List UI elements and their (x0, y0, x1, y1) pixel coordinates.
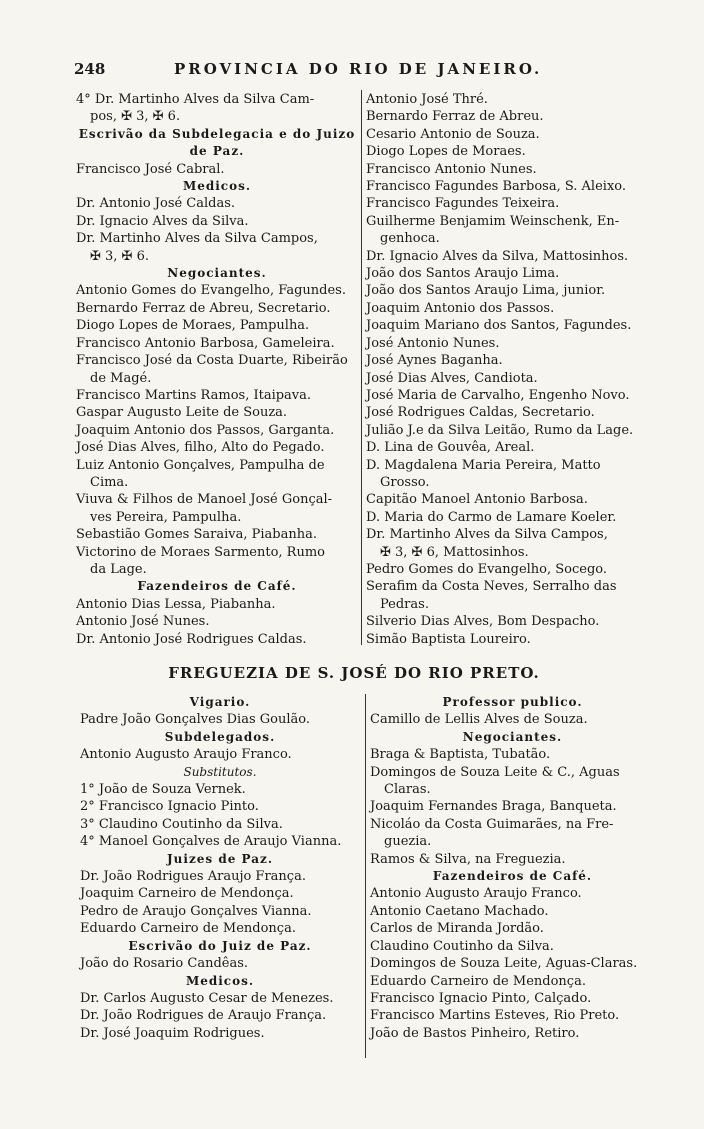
bottom-left-column (80, 694, 360, 1042)
entry-line: D. Lina de Gouvêa, Areal. (366, 440, 535, 456)
section-heading: Professor publico. (442, 695, 583, 709)
entry-line: Francisco Martins Ramos, Itaipava. (76, 387, 312, 403)
entry-continuation: Grosso. (380, 474, 430, 490)
entry-continuation: guezia. (384, 834, 432, 850)
entry-line: Francisco Ignacio Pinto, Calçado. (370, 990, 592, 1006)
entry-line: Capitão Manoel Antonio Barbosa. (366, 492, 588, 508)
entry-continuation: pos, ✠ 3, ✠ 6. (90, 109, 181, 125)
entry-line: Francisco Fagundes Teixeira. (366, 196, 560, 212)
entry-line: Pedro de Araujo Gonçalves Vianna. (80, 903, 312, 919)
entry-line: Joaquim Antonio dos Passos, Garganta. (76, 422, 335, 438)
entry-line: Dr. Ignacio Alves da Silva, Mattosinhos. (366, 248, 629, 264)
entry-line: D. Magdalena Maria Pereira, Matto (366, 457, 601, 473)
entry-line: Padre João Gonçalves Dias Goulão. (80, 712, 310, 728)
entry-line: Ramos & Silva, na Freguezia. (370, 851, 566, 867)
entry-line: Dr. João Rodrigues Araujo França. (80, 869, 306, 885)
entry-line: Bernardo Ferraz de Abreu, Secretario. (76, 300, 331, 316)
entry-line: Simão Baptista Loureiro. (366, 631, 531, 647)
entry-line: Guilherme Benjamim Weinschenk, En- (366, 213, 620, 229)
section-heading: Escrivão da Subdelegacia e do Juizo (78, 126, 356, 141)
entry-line: Cesario Antonio de Souza. (366, 126, 540, 142)
entry-line: Carlos de Miranda Jordão. (370, 921, 544, 937)
section-heading: de Paz. (189, 144, 245, 159)
entry-continuation: Cima. (90, 474, 129, 490)
entry-line: Antonio José Thré. (366, 92, 488, 107)
entry-continuation: ✠ 3, ✠ 6. (90, 248, 149, 264)
entry-line: Luiz Antonio Gonçalves, Pampulha de (76, 457, 325, 473)
entry-line: João dos Santos Araujo Lima, junior. (366, 283, 606, 299)
section-heading: Medicos. (185, 973, 255, 988)
entry-line: Dr. Carlos Augusto Cesar de Menezes. (80, 990, 334, 1006)
entry-line: Antonio Augusto Araujo Franco. (80, 747, 292, 763)
entry-line: Francisco Antonio Barbosa, Gameleira. (76, 335, 335, 351)
entry-line: Camillo de Lellis Alves de Souza. (370, 712, 588, 728)
entry-line: José Aynes Baganha. (366, 353, 503, 369)
entry-line: Dr. Antonio José Caldas. (76, 196, 236, 212)
page-header (74, 60, 634, 84)
entry-line: 1° João de Souza Vernek. (80, 782, 246, 798)
entry-line: Eduardo Carneiro de Mendonça. (370, 973, 586, 989)
entry-line: Braga & Baptista, Tubatão. (370, 747, 551, 763)
entry-continuation: da Lage. (90, 561, 147, 577)
entry-line: Antonio José Nunes. (76, 614, 210, 630)
entry-line: Silverio Dias Alves, Bom Despacho. (366, 614, 600, 630)
entry-line: Francisco Martins Esteves, Rio Preto. (370, 1008, 620, 1024)
entry-line: Domingos de Souza Leite & C., Aguas (370, 764, 620, 780)
entry-line: Joaquim Fernandes Braga, Banqueta. (370, 799, 617, 815)
entry-line: José Dias Alves, Candiota. (366, 370, 538, 386)
section-title: FREGUEZIA DE S. JOSÉ DO RIO PRETO. (168, 664, 540, 682)
entry-line: 3° Claudino Coutinho da Silva. (80, 816, 283, 832)
top-column-rule (361, 90, 362, 645)
entry-line: Antonio Dias Lessa, Piabanha. (76, 596, 276, 612)
section-heading: Escrivão do Juiz de Paz. (128, 938, 312, 953)
entry-line: Antonio Caetano Machado. (370, 903, 549, 919)
section-heading: Subdelegados. (164, 729, 276, 744)
entry-continuation: de Magé. (90, 370, 152, 386)
entry-continuation: Claras. (384, 782, 431, 798)
entry-line: Francisco Antonio Nunes. (366, 161, 537, 177)
entry-line: Viuva & Filhos de Manoel José Gonçal- (76, 492, 333, 508)
entry-line: Victorino de Moraes Sarmento, Rumo (76, 544, 325, 560)
entry-line: Gaspar Augusto Leite de Souza. (76, 405, 288, 421)
section-heading: Negociantes. (167, 266, 267, 281)
entry-line: Serafim da Costa Neves, Serralho das (366, 579, 617, 595)
section-heading: Medicos. (182, 179, 252, 194)
running-title: PROVINCIA DO RIO DE JANEIRO. (174, 60, 543, 78)
entry-line: Diogo Lopes de Moraes, Pampulha. (76, 318, 310, 334)
entry-line: Francisco José Cabral. (76, 161, 225, 177)
entry-line: Dr. José Joaquim Rodrigues. (80, 1025, 265, 1041)
entry-line: Francisco José da Costa Duarte, Ribeirão (76, 353, 348, 369)
entry-line: Antonio Gomes do Evangelho, Fagundes. (76, 283, 346, 299)
entry-line: João de Bastos Pinheiro, Retiro. (370, 1025, 580, 1041)
entry-line: Diogo Lopes de Moraes. (366, 144, 526, 160)
bottom-right-column (370, 694, 655, 1042)
entry-continuation: ✠ 3, ✠ 6, Mattosinhos. (380, 544, 529, 560)
entry-line: 2° Francisco Ignacio Pinto. (80, 799, 259, 815)
entry-line: José Antonio Nunes. (366, 335, 500, 351)
entry-line: Joaquim Antonio dos Passos. (366, 300, 555, 316)
section-heading: Fazendeiros de Café. (137, 579, 297, 594)
entry-continuation: ves Pereira, Pampulha. (90, 509, 242, 525)
entry-line: Pedro Gomes do Evangelho, Socego. (366, 561, 608, 577)
entry-line: Sebastião Gomes Saraiva, Piabanha. (76, 527, 317, 543)
section-heading: Fazendeiros de Café. (432, 869, 593, 884)
section-subheading: Substitutos. (183, 764, 257, 779)
entry-line: Dr. Martinho Alves da Silva Campos, (366, 527, 608, 543)
entry-line: D. Maria do Carmo de Lamare Koeler. (366, 509, 617, 525)
entry-line: 4° Dr. Martinho Alves da Silva Cam- (76, 92, 315, 107)
page-number: 248 (74, 60, 106, 78)
entry-line: João dos Santos Araujo Lima. (366, 266, 560, 282)
entry-line: Domingos de Souza Leite, Aguas-Claras. (370, 956, 638, 972)
entry-line: Joaquim Carneiro de Mendonça. (80, 886, 294, 902)
entry-continuation: Pedras. (380, 596, 429, 612)
entry-line: Dr. Antonio José Rodrigues Caldas. (76, 631, 307, 647)
entry-line: João do Rosario Candêas. (80, 956, 249, 972)
top-right-column (366, 91, 656, 648)
entry-line: Dr. João Rodrigues de Araujo França. (80, 1008, 327, 1024)
entry-line: Antonio Augusto Araujo Franco. (370, 886, 582, 902)
entry-line: Claudino Coutinho da Silva. (370, 938, 554, 954)
entry-line: Francisco Fagundes Barbosa, S. Aleixo. (366, 179, 626, 195)
entry-line: José Rodrigues Caldas, Secretario. (366, 405, 595, 421)
entry-line: Nicoláo da Costa Guimarães, na Fre- (370, 816, 614, 832)
entry-continuation: genhoca. (380, 231, 440, 247)
entry-line: José Maria de Carvalho, Engenho Novo. (366, 387, 630, 403)
entry-line: Bernardo Ferraz de Abreu. (366, 109, 544, 125)
entry-line: Julião J.e da Silva Leitão, Rumo da Lage. (366, 422, 634, 438)
entry-line: 4° Manoel Gonçalves de Araujo Vianna. (80, 834, 342, 850)
section-heading: Vigario. (189, 695, 251, 709)
section-heading: Negociantes. (462, 729, 563, 744)
entry-line: Joaquim Mariano dos Santos, Fagundes. (366, 318, 632, 334)
section-heading: Juizes de Paz. (166, 851, 273, 866)
entry-line: Dr. Martinho Alves da Silva Campos, (76, 231, 318, 247)
top-left-column (76, 91, 358, 648)
entry-line: José Dias Alves, filho, Alto do Pegado. (76, 440, 325, 456)
entry-line: Dr. Ignacio Alves da Silva. (76, 213, 249, 229)
entry-line: Eduardo Carneiro de Mendonça. (80, 921, 296, 937)
bottom-column-rule (365, 694, 366, 1058)
